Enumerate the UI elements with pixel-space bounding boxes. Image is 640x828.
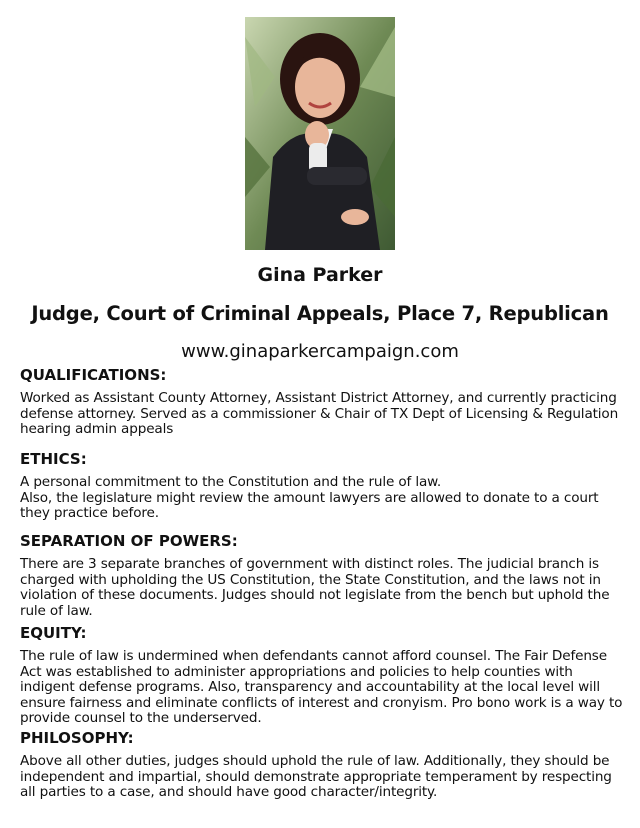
section-philosophy — [20, 729, 624, 801]
section-paragraph: Also, the legislature might review the amount lawyers are allowed to donate to a court they practice before. — [20, 489, 599, 521]
section-heading: PHILOSOPHY: — [20, 729, 134, 747]
section-ethics — [20, 450, 624, 522]
section-heading: SEPARATION OF POWERS: — [20, 532, 238, 550]
section-paragraph: Above all other duties, judges should uphold the rule of law. Additionally, they should be independent and impartial, should demonstrate appropriate temperament by respecting all parties to a case, and should have good character/integrity. — [20, 753, 612, 800]
section-heading: ETHICS: — [20, 450, 87, 468]
campaign-website-link[interactable]: www.ginaparkercampaign.com — [181, 341, 459, 362]
section-heading: QUALIFICATIONS: — [20, 366, 167, 384]
section-equity — [20, 624, 624, 727]
section-paragraph: Worked as Assistant County Attorney, Assistant District Attorney, and currently practicing defense attorney. Served as a commissioner & Chair of TX Dept of Licensing & Regulation hearing admin appeals — [20, 390, 619, 437]
section-paragraph: A personal commitment to the Constitution and the rule of law. — [20, 474, 442, 490]
section-separation-of-powers — [20, 532, 624, 619]
candidate-name: Gina Parker — [257, 264, 383, 286]
section-paragraph: There are 3 separate branches of government with distinct roles. The judicial branch is charged with upholding the US Constitution, the State Constitution, and the laws not in violation of these documents. Judges should not legislate from the bench but uphold the rule of law. — [20, 556, 610, 619]
section-heading: EQUITY: — [20, 624, 87, 642]
candidate-photo — [245, 17, 395, 250]
section-paragraph: The rule of law is undermined when defendants cannot afford counsel. The Fair Defense Act was established to administer appropriations and policies to help counties with indigent defense programs. Also, transparency and accountability at the local level will ensure fairness and eliminate conflicts of interest and cronyism. Pro bono work is a way to provide counsel to the underserved. — [20, 648, 623, 726]
section-qualifications — [20, 366, 624, 438]
candidate-office: Judge, Court of Criminal Appeals, Place 7, Republican — [31, 302, 609, 325]
